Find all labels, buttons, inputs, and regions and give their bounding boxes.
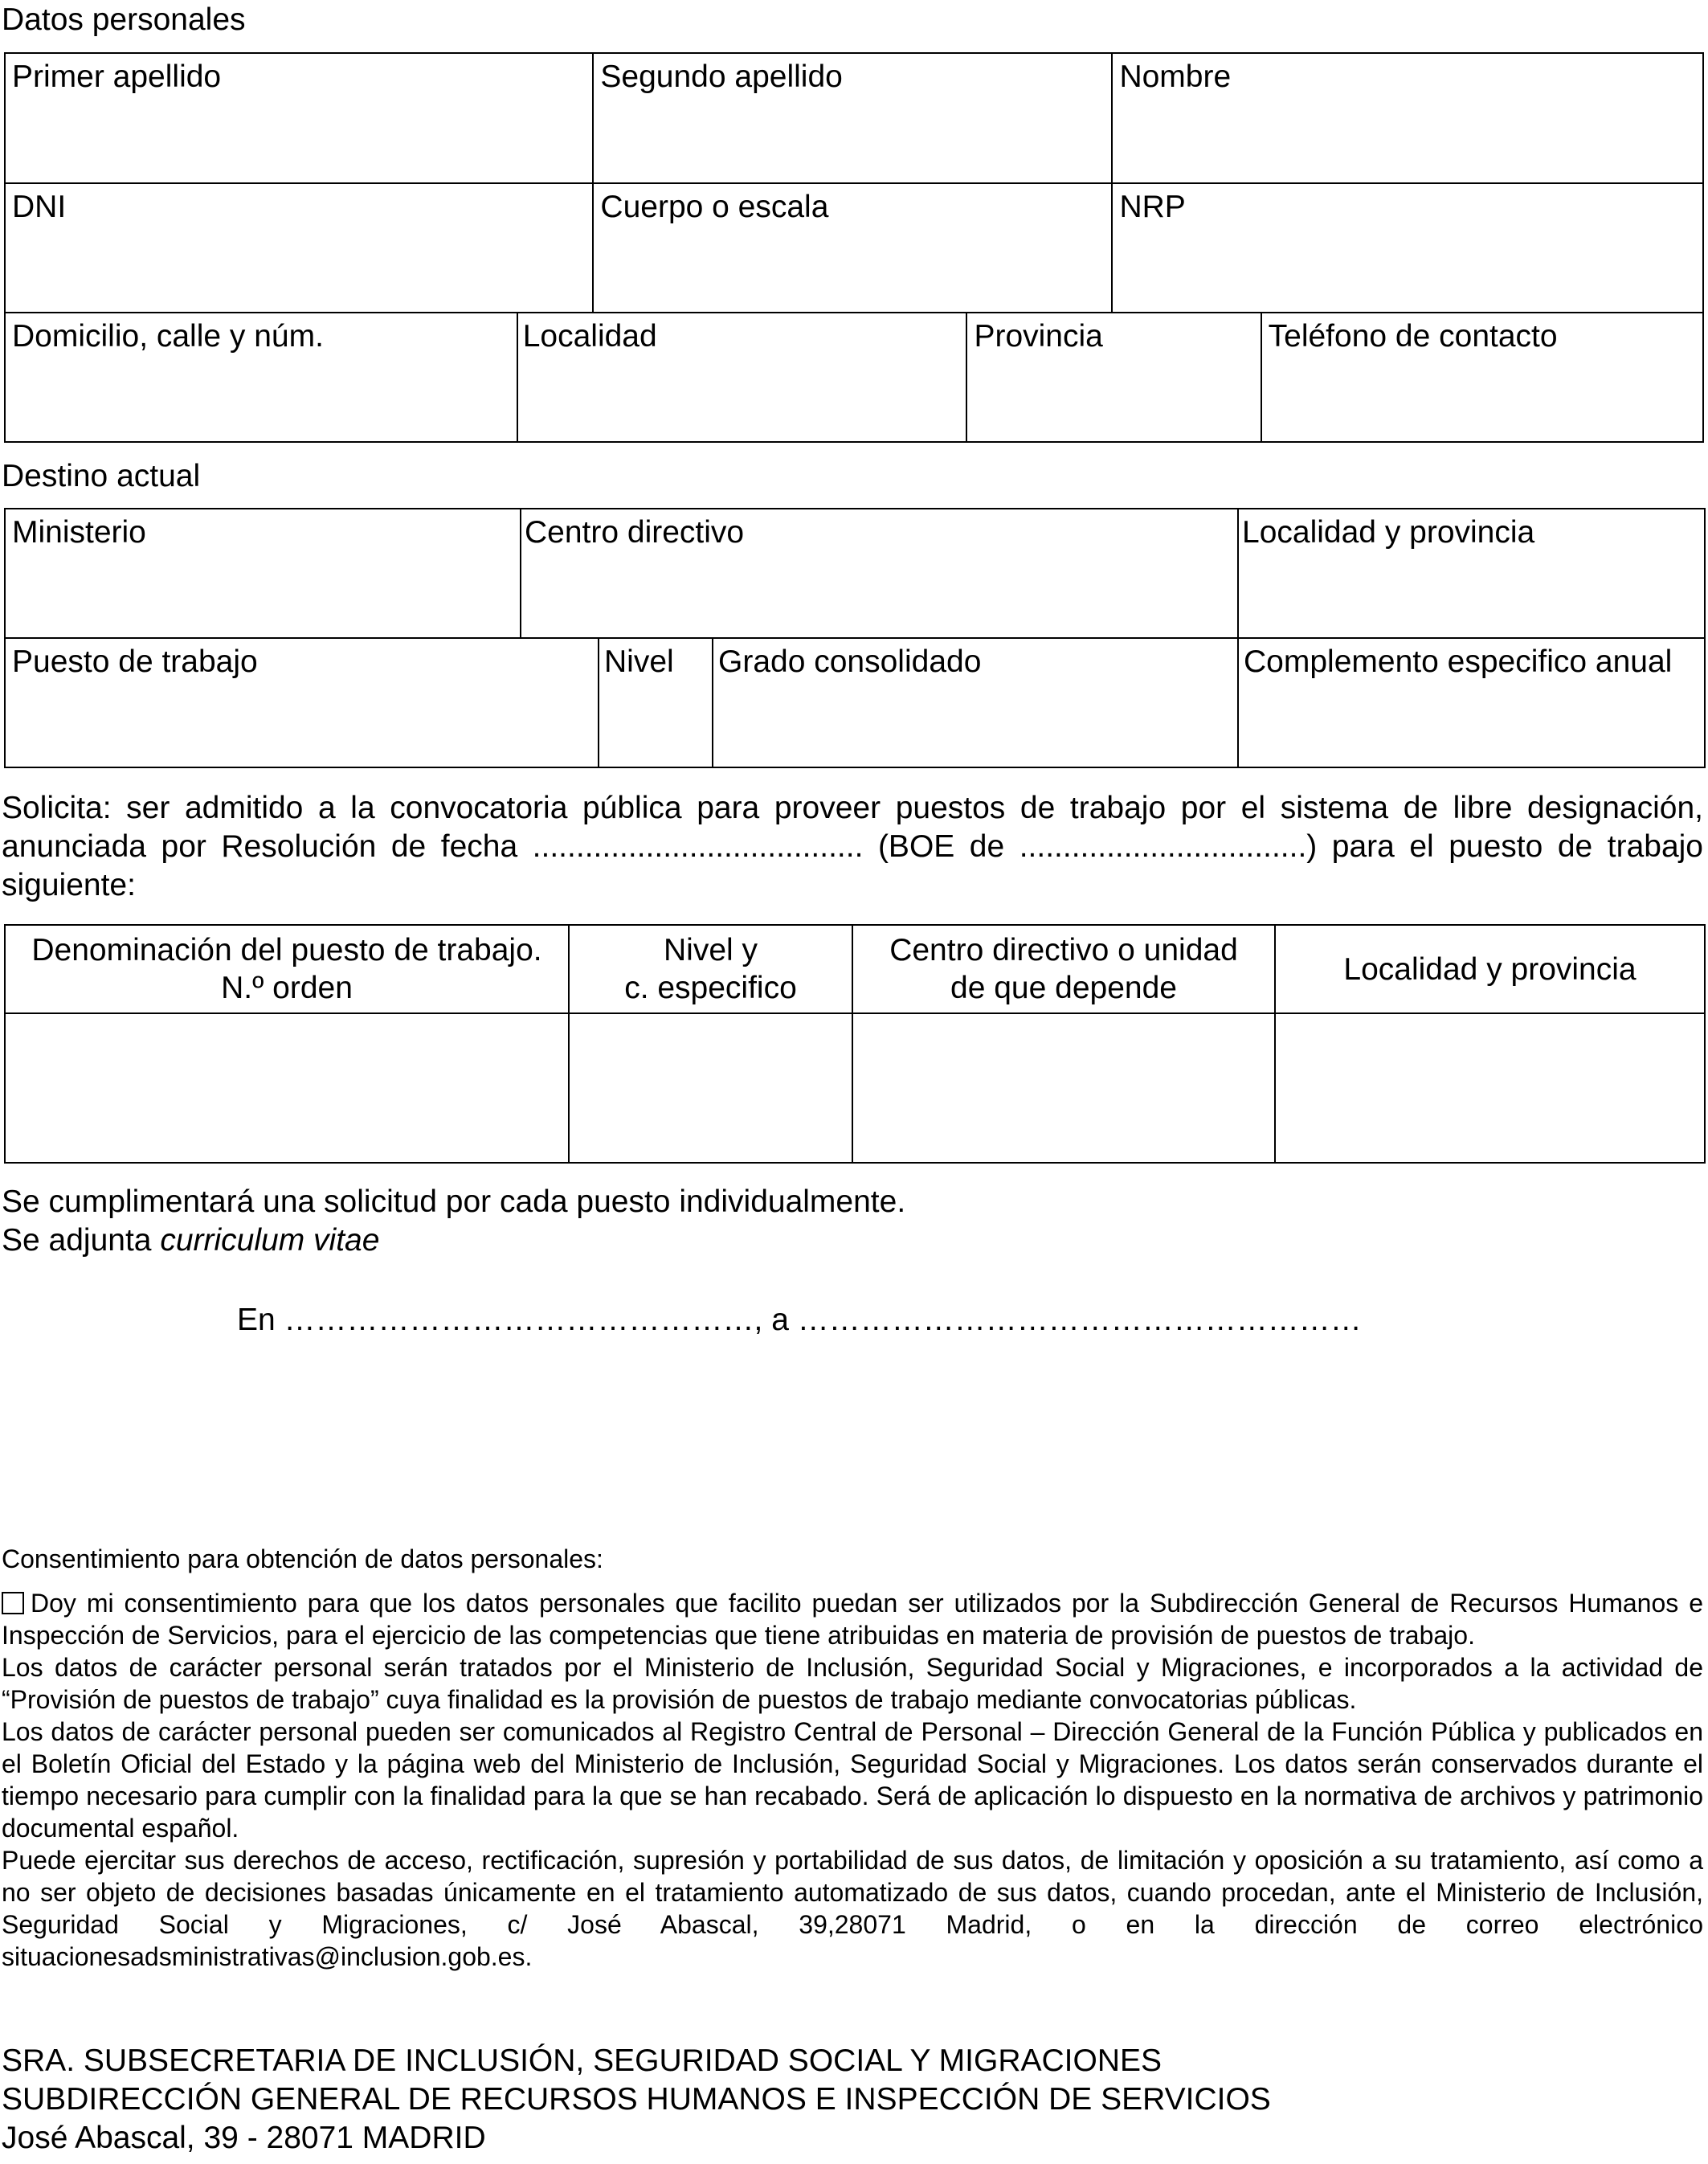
note-attach-prefix: Se adjunta bbox=[2, 1223, 161, 1258]
label-puesto-trabajo: Puesto de trabajo bbox=[12, 644, 258, 679]
label-segundo-apellido: Segundo apellido bbox=[600, 59, 843, 94]
address-line-3: José Abascal, 39 - 28071 MADRID bbox=[2, 2121, 486, 2155]
field-complemento-especifico[interactable] bbox=[1238, 638, 1705, 767]
field-centro-directivo[interactable] bbox=[521, 509, 1238, 638]
label-ministerio: Ministerio bbox=[12, 515, 146, 550]
notes-block bbox=[2, 1183, 1703, 1260]
consent-p1-text: Doy mi consentimiento para que los datos personales que facilito puedan ser utilizados por la Subdirección General de Recursos Humanos e Inspección de Servicios, para el ejercicio de las competencias que tiene atribuidas en materia de provisión de puestos de trabajo. bbox=[2, 1589, 1703, 1650]
personal-data-table bbox=[4, 52, 1704, 443]
consent-paragraph-3: Los datos de carácter personal pueden ser comunicados al Registro Central de Personal – Dirección General de la Función Pública y publicados en el Boletín Oficial del Estado y la página web del Ministerio de Inclusión, Seguridad Social y Migraciones. Los datos serán conservados durante el tiempo necesario para cumplir con la finalidad para la que se han recabado. Será de aplicación lo dispuesto en la normativa de archivos y patrimonio documental español. bbox=[2, 1717, 1703, 1843]
label-dni: DNI bbox=[12, 190, 67, 224]
place-date-line[interactable]: En ………………………………………, a ……………………………………………… bbox=[237, 1303, 1362, 1337]
field-puesto-trabajo[interactable] bbox=[5, 638, 599, 767]
input-localidad[interactable] bbox=[1275, 1013, 1705, 1163]
personal-section-title: Datos personales bbox=[2, 2, 246, 37]
label-provincia: Provincia bbox=[974, 319, 1103, 354]
input-nivel[interactable] bbox=[569, 1013, 852, 1163]
header-centro-line1: Centro directivo o unidad bbox=[889, 933, 1238, 967]
field-domicilio[interactable] bbox=[5, 313, 517, 442]
header-denominacion-line2: N.º orden bbox=[221, 971, 353, 1005]
field-nivel[interactable] bbox=[599, 638, 713, 767]
label-cuerpo-escala: Cuerpo o escala bbox=[600, 190, 829, 224]
header-localidad-line1: Localidad y provincia bbox=[1343, 951, 1636, 987]
field-cuerpo-escala[interactable] bbox=[593, 183, 1112, 313]
header-nivel bbox=[569, 925, 852, 1013]
field-nrp[interactable] bbox=[1112, 183, 1703, 313]
label-nivel: Nivel bbox=[604, 644, 674, 679]
label-complemento-especifico: Complemento especifico anual bbox=[1244, 644, 1673, 679]
note-one-per-position: Se cumplimentará una solicitud por cada puesto individualmente. bbox=[2, 1184, 906, 1219]
note-attach-italic: curriculum vitae bbox=[160, 1223, 380, 1258]
address-block bbox=[2, 2042, 1271, 2158]
address-line-1: SRA. SUBSECRETARIA DE INCLUSIÓN, SEGURIDAD SOCIAL Y MIGRACIONES bbox=[2, 2043, 1163, 2078]
note-attach-cv bbox=[2, 1221, 1703, 1260]
field-localidad[interactable] bbox=[517, 313, 967, 442]
label-domicilio: Domicilio, calle y núm. bbox=[12, 319, 324, 354]
header-denominacion bbox=[5, 925, 569, 1013]
label-telefono: Teléfono de contacto bbox=[1268, 319, 1558, 354]
consent-checkbox[interactable] bbox=[2, 1592, 24, 1614]
consent-paragraph-4: Puede ejercitar sus derechos de acceso, rectificación, supresión y portabilidad de sus datos, de limitación y oposición a su tratamiento, así como a no ser objeto de decisiones basadas únicamente en el tratamiento automatizado de sus datos, cuando procedan, ante el Ministerio de Inclusión, Seguridad Social y Migraciones, c/ José Abascal, 39,28071 Madrid, o en la dirección de correo electrónico situacionesadsministrativas@inclusion.gob.es. bbox=[2, 1846, 1703, 1971]
field-segundo-apellido[interactable] bbox=[593, 53, 1112, 183]
header-localidad bbox=[1275, 925, 1705, 1013]
field-nombre[interactable] bbox=[1112, 53, 1703, 183]
label-primer-apellido: Primer apellido bbox=[12, 59, 222, 94]
header-nivel-line1: Nivel y bbox=[663, 933, 758, 967]
consent-paragraph-1 bbox=[2, 1587, 1703, 1651]
field-grado-consolidado[interactable] bbox=[713, 638, 1238, 767]
field-provincia[interactable] bbox=[966, 313, 1261, 442]
label-nrp: NRP bbox=[1119, 190, 1186, 224]
field-localidad-provincia[interactable] bbox=[1238, 509, 1705, 638]
puesto-table bbox=[4, 924, 1706, 1164]
label-localidad: Localidad bbox=[522, 319, 657, 354]
consent-paragraph-2: Los datos de carácter personal serán tratados por el Ministerio de Inclusión, Seguridad Social y Migraciones, e incorporados a la actividad de “Provisión de puestos de trabajo” cuya finalidad es la provisión de puestos de trabajo mediante convocatorias públicas. bbox=[2, 1653, 1703, 1714]
consent-title: Consentimiento para obtención de datos personales: bbox=[2, 1544, 603, 1573]
solicita-paragraph: Solicita: ser admitido a la convocatoria pública para proveer puestos de trabajo por el sistema de libre designación, anunciada por Resolución de fecha ...................................... (BOE de .................................) para el puesto de trabajo siguiente: bbox=[2, 791, 1703, 902]
header-denominacion-line1: Denominación del puesto de trabajo. bbox=[31, 933, 542, 967]
consent-body bbox=[2, 1587, 1703, 1973]
header-nivel-line2: c. especifico bbox=[624, 971, 797, 1005]
destino-table bbox=[4, 508, 1706, 768]
field-primer-apellido[interactable] bbox=[5, 53, 593, 183]
address-line-2: SUBDIRECCIÓN GENERAL DE RECURSOS HUMANOS E INSPECCIÓN DE SERVICIOS bbox=[2, 2082, 1271, 2117]
destino-section-title: Destino actual bbox=[2, 459, 201, 493]
field-dni[interactable] bbox=[5, 183, 593, 313]
input-centro[interactable] bbox=[852, 1013, 1275, 1163]
label-nombre: Nombre bbox=[1119, 59, 1232, 94]
label-centro-directivo: Centro directivo bbox=[525, 515, 745, 550]
field-ministerio[interactable] bbox=[5, 509, 521, 638]
label-grado-consolidado: Grado consolidado bbox=[718, 644, 982, 679]
header-centro bbox=[852, 925, 1275, 1013]
input-denominacion[interactable] bbox=[5, 1013, 569, 1163]
field-telefono[interactable] bbox=[1261, 313, 1703, 442]
label-localidad-provincia: Localidad y provincia bbox=[1242, 515, 1535, 550]
header-centro-line2: de que depende bbox=[950, 971, 1177, 1005]
